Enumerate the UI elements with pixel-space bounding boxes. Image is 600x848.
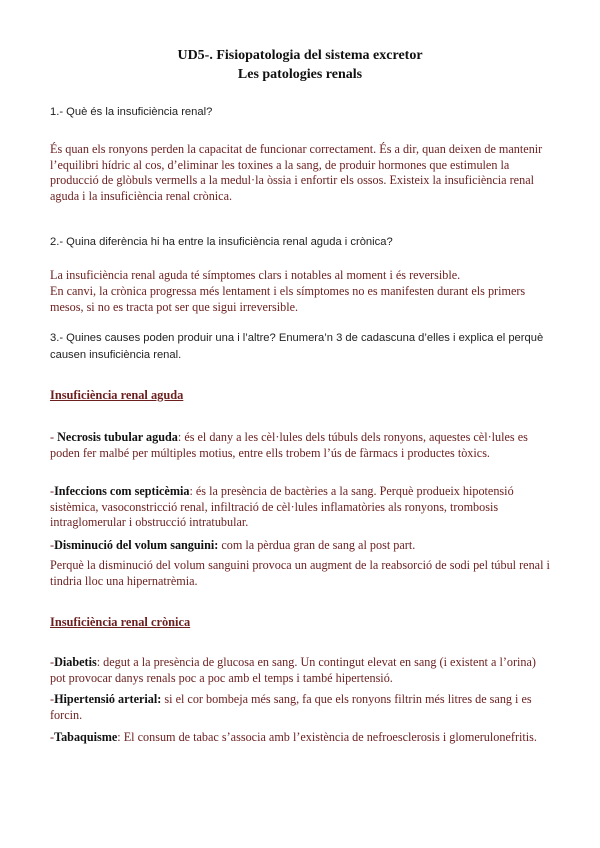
item-text: : és el dany a les cèl·lules dels túbuls dels ronyons, aquestes cèl·lules es poden fer malbé per múltiples motius, entre ells trobem l’ús de fàrmacs i productes tòxics. (50, 430, 528, 460)
item-prefix: - (50, 484, 55, 498)
acute-item-3 (50, 538, 550, 554)
item-text: si el cor bombeja més sang, fa que els ronyons filtrin més litres de sang i es forcin. (50, 692, 532, 722)
answer-2-line-2: En canvi, la crònica progressa més lentament i els símptomes no es manifesten durant els primers mesos, si no es tracta pot ser que sigui irreversible. (50, 284, 526, 314)
item-text: : El consum de tabac s’associa amb l’existència de nefroesclerosis i glomerulonefritis. (117, 730, 537, 744)
item-term: Disminució del volum sanguini: (54, 538, 219, 552)
document-subtitle: Les patologies renals (237, 67, 363, 82)
item-prefix: - (50, 538, 55, 552)
item-text: : és la presència de bactèries a la sang. Perquè produeix hipotensió sistèmica, vasoconstricció renal, infiltració de cèl·lules inflamatòries als ronyons, trombosis intraglomerular i obstrucció intratubular. (50, 484, 514, 529)
item-prefix: - (50, 692, 55, 706)
acute-heading: Insuficiència renal aguda (50, 388, 184, 402)
item-text: : degut a la presència de glucosa en sang. Un contingut elevat en sang (i existent a l’orina) pot provocar danys renals poc a poc amb el temps i també hipertensió. (50, 655, 536, 685)
chronic-item-1 (50, 655, 550, 686)
chronic-item-2 (50, 692, 550, 723)
chronic-heading: Insuficiència renal crònica (50, 615, 191, 629)
acute-item-2 (50, 484, 550, 531)
item-prefix: - (50, 430, 58, 444)
item-term: Tabaquisme (54, 730, 118, 744)
question-1: 1.- Què és la insuficiència renal? (50, 106, 213, 118)
chronic-item-3 (50, 730, 550, 746)
item-prefix: - (50, 655, 55, 669)
item-term: Infeccions com septicèmia (54, 484, 190, 498)
item-term: Diabetis (54, 655, 97, 669)
document-title: UD5-. Fisiopatologia del sistema excretor (177, 48, 423, 63)
answer-1: És quan els ronyons perden la capacitat de funcionar correctament. És a dir, quan deixen de mantenir l’equilibri hídric al cos, d’eliminar les toxines a la sang, de produir hormones que estimulen la producció de glòbuls vermells a la medul·la òssia i enfortir els ossos. Existeix la insuficiència renal aguda i la insuficiència renal crònica. (50, 142, 543, 203)
item-prefix: - (50, 730, 55, 744)
item-term: Necrosis tubular aguda (57, 430, 178, 444)
answer-2-line-1: La insuficiència renal aguda té símptomes clars i notables al moment i és reversible. (50, 268, 461, 282)
acute-item-1 (50, 430, 550, 461)
question-3: 3.- Quines causes poden produir una i l’altre? Enumera’n 3 de cadascuna d’elles i explica el perquè causen insuficiència renal. (50, 332, 544, 361)
item-term: Hipertensió arterial: (54, 692, 162, 706)
question-2: 2.- Quina diferència hi ha entre la insuficiència renal aguda i crònica? (50, 236, 393, 248)
item-text: com la pèrdua gran de sang al post part. (218, 538, 416, 552)
acute-note: Perquè la disminució del volum sanguini provoca un augment de la reabsorció de sodi pel túbul renal i tindria lloc una hipernatrèmia. (50, 558, 550, 588)
